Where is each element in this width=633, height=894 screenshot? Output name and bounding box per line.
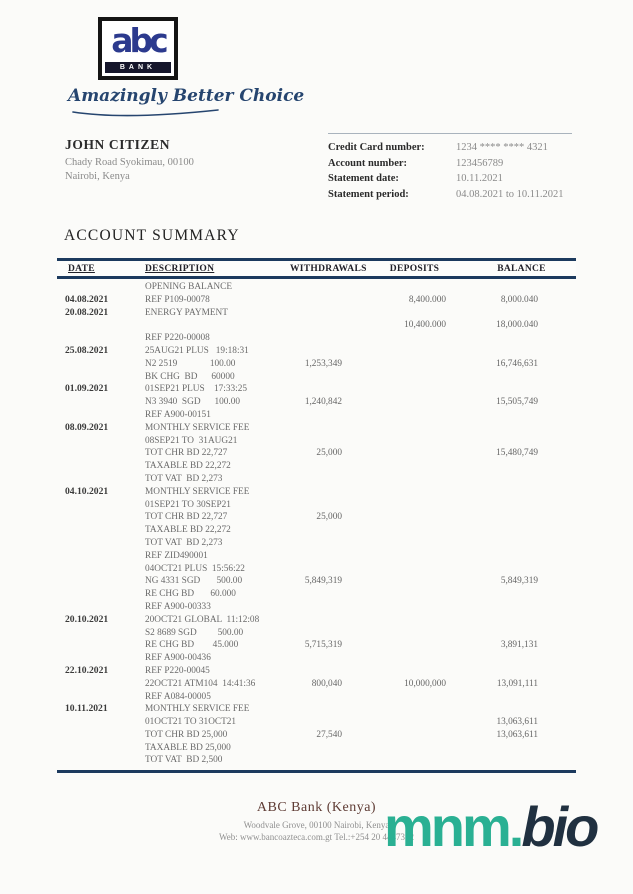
transaction-withdrawal bbox=[290, 383, 362, 396]
transaction-withdrawal bbox=[290, 665, 362, 678]
transaction-description: BK CHG BD 60000 bbox=[145, 371, 235, 382]
transaction-balance-cell bbox=[467, 703, 576, 767]
transaction-withdrawal bbox=[290, 422, 362, 435]
transaction-date bbox=[57, 319, 145, 332]
transaction-row bbox=[57, 345, 576, 383]
account-info-value: 04.08.2021 to 10.11.2021 bbox=[456, 188, 564, 200]
transaction-withdrawal bbox=[290, 691, 362, 704]
transaction-balance bbox=[467, 486, 576, 499]
transaction-deposit bbox=[362, 396, 467, 409]
transaction-balance-cell bbox=[467, 614, 576, 665]
transaction-description: NG 4331 SGD 500.00 bbox=[145, 576, 243, 587]
account-info-row bbox=[328, 140, 572, 156]
transaction-deposit: 8,400.000 bbox=[408, 294, 446, 305]
transaction-balance: 13,063,611 bbox=[496, 717, 538, 728]
transaction-date-cell bbox=[57, 281, 145, 307]
transaction-withdrawal bbox=[290, 588, 362, 601]
transaction-row bbox=[57, 703, 576, 767]
transaction-deposit bbox=[362, 703, 467, 716]
transaction-balance bbox=[467, 627, 576, 640]
transaction-balance bbox=[467, 601, 576, 614]
transaction-withdrawal: 5,849,319 bbox=[304, 576, 342, 587]
transaction-row bbox=[57, 422, 576, 486]
account-info-label: Account number: bbox=[328, 157, 408, 169]
transaction-date bbox=[57, 396, 145, 409]
transaction-deposit bbox=[362, 652, 467, 665]
transaction-balance bbox=[467, 588, 576, 601]
transaction-withdrawal-cell bbox=[290, 383, 362, 421]
transaction-withdrawal-cell bbox=[290, 281, 362, 307]
bank-tagline: Amazingly Better Choice bbox=[68, 86, 305, 106]
customer-address-line2: Nairobi, Kenya bbox=[65, 171, 130, 182]
transaction-balance bbox=[467, 332, 576, 345]
transaction-date bbox=[57, 729, 145, 742]
transaction-withdrawal: 27,540 bbox=[316, 729, 342, 740]
transaction-deposit-cell bbox=[362, 345, 467, 383]
transaction-balance bbox=[467, 754, 576, 767]
transaction-date bbox=[57, 473, 145, 486]
transaction-deposit bbox=[362, 447, 467, 460]
transaction-date bbox=[57, 499, 145, 512]
transaction-balance: 13,063,611 bbox=[496, 729, 538, 740]
transaction-description: REF P109-00078 bbox=[145, 294, 210, 305]
transaction-date bbox=[57, 358, 145, 371]
account-info-label: Statement date: bbox=[328, 173, 399, 184]
transaction-deposit bbox=[362, 473, 467, 486]
account-info-value: 10.11.2021 bbox=[456, 173, 503, 184]
transaction-date bbox=[57, 371, 145, 384]
transaction-withdrawal: 1,253,349 bbox=[304, 358, 342, 369]
account-summary-title: ACCOUNT SUMMARY bbox=[64, 227, 240, 244]
transaction-deposit-cell bbox=[362, 703, 467, 767]
transaction-description: 08SEP21 TO 31AUG21 bbox=[145, 435, 238, 446]
transaction-date bbox=[57, 588, 145, 601]
transaction-description: RE CHG BD 45.000 bbox=[145, 640, 239, 651]
transaction-row bbox=[57, 614, 576, 665]
transaction-description-cell bbox=[145, 281, 290, 307]
transaction-withdrawal bbox=[290, 627, 362, 640]
transaction-description: S2 8689 SGD 500.00 bbox=[145, 627, 244, 638]
transaction-deposit bbox=[362, 307, 467, 320]
transaction-description: REF P220-00008 bbox=[145, 333, 210, 344]
transaction-deposit bbox=[362, 371, 467, 384]
transaction-row bbox=[57, 665, 576, 703]
transaction-deposit: 10,400.000 bbox=[404, 320, 446, 331]
transaction-withdrawal-cell bbox=[290, 614, 362, 665]
transaction-deposit bbox=[362, 691, 467, 704]
transaction-withdrawal: 25,000 bbox=[316, 448, 342, 459]
transaction-description: TAXABLE BD 22,272 bbox=[145, 525, 231, 536]
transaction-date-cell bbox=[57, 345, 145, 383]
transaction-balance bbox=[467, 614, 576, 627]
transaction-withdrawal bbox=[290, 524, 362, 537]
transaction-description: MONTHLY SERVICE FEE bbox=[145, 486, 250, 497]
column-header-deposits: DEPOSITS bbox=[389, 263, 440, 274]
transaction-withdrawal bbox=[290, 473, 362, 486]
column-header-balance: BALANCE bbox=[497, 263, 546, 274]
transaction-date bbox=[57, 575, 145, 588]
transaction-date-cell bbox=[57, 383, 145, 421]
transaction-deposit bbox=[362, 575, 467, 588]
column-header-withdrawals: WITHDRAWALS bbox=[290, 263, 367, 274]
transaction-description: ENERGY PAYMENT bbox=[145, 307, 228, 318]
transaction-date-cell bbox=[57, 665, 145, 703]
transaction-description: 01SEP21 TO 30SEP21 bbox=[145, 499, 231, 510]
transaction-balance bbox=[467, 383, 576, 396]
account-info-label: Statement period: bbox=[328, 188, 409, 200]
transaction-date: 04.08.2021 bbox=[65, 293, 109, 305]
transaction-withdrawal bbox=[290, 345, 362, 358]
transaction-withdrawal bbox=[290, 537, 362, 550]
transaction-withdrawal bbox=[290, 754, 362, 767]
transaction-withdrawal bbox=[290, 435, 362, 448]
transaction-withdrawal bbox=[290, 319, 362, 332]
transaction-row bbox=[57, 281, 576, 307]
transaction-deposit bbox=[362, 601, 467, 614]
transaction-deposit-cell bbox=[362, 281, 467, 307]
transaction-deposit bbox=[362, 665, 467, 678]
transaction-deposit bbox=[362, 435, 467, 448]
transaction-deposit-cell bbox=[362, 422, 467, 486]
transaction-description: 25AUG21 PLUS 19:18:31 bbox=[145, 345, 249, 356]
transaction-deposit bbox=[362, 460, 467, 473]
transaction-date-cell bbox=[57, 486, 145, 614]
transaction-balance bbox=[467, 563, 576, 576]
column-header-description: DESCRIPTION bbox=[145, 263, 215, 274]
transaction-withdrawal bbox=[290, 716, 362, 729]
transaction-withdrawal bbox=[290, 742, 362, 755]
transaction-deposit-cell bbox=[362, 486, 467, 614]
transaction-withdrawal: 1,240,842 bbox=[304, 397, 342, 408]
transaction-deposit bbox=[362, 537, 467, 550]
account-info-row bbox=[328, 156, 572, 172]
transaction-balance-cell bbox=[467, 486, 576, 614]
transaction-description: TAXABLE BD 22,272 bbox=[145, 461, 231, 472]
transaction-row bbox=[57, 307, 576, 345]
transaction-balance bbox=[467, 371, 576, 384]
transaction-withdrawal bbox=[290, 614, 362, 627]
transaction-deposit-cell bbox=[362, 665, 467, 703]
transaction-balance bbox=[467, 345, 576, 358]
transaction-date bbox=[57, 563, 145, 576]
transaction-row bbox=[57, 486, 576, 614]
transaction-description: 22OCT21 ATM104 14:41:36 bbox=[145, 678, 256, 689]
account-info-row bbox=[328, 171, 572, 187]
transaction-withdrawal bbox=[290, 307, 362, 320]
statement-footer bbox=[0, 800, 633, 842]
transaction-balance bbox=[467, 537, 576, 550]
transaction-date bbox=[57, 652, 145, 665]
transaction-balance bbox=[467, 409, 576, 422]
transaction-balance bbox=[467, 499, 576, 512]
transaction-description: TOT CHR BD 22,727 bbox=[145, 512, 228, 523]
transaction-date-cell bbox=[57, 703, 145, 767]
transaction-withdrawal-cell bbox=[290, 703, 362, 767]
tagline-swoosh-line bbox=[70, 106, 222, 122]
transaction-deposit bbox=[362, 345, 467, 358]
transaction-deposit bbox=[362, 627, 467, 640]
bank-logo-text: abc bbox=[111, 21, 165, 60]
transaction-balance: 3,891,131 bbox=[500, 640, 538, 651]
transaction-date bbox=[57, 460, 145, 473]
transaction-deposit bbox=[362, 383, 467, 396]
transaction-deposit bbox=[362, 563, 467, 576]
transaction-balance bbox=[467, 524, 576, 537]
bank-logo-bar-label: BANK bbox=[105, 62, 171, 73]
transaction-description-cell bbox=[145, 422, 290, 486]
transaction-balance bbox=[467, 550, 576, 563]
transaction-withdrawal-cell bbox=[290, 307, 362, 345]
transaction-description: REF A900-00333 bbox=[145, 601, 211, 612]
transaction-balance: 13,091,111 bbox=[496, 678, 538, 689]
transaction-balance: 16,746,631 bbox=[496, 358, 538, 369]
transaction-balance bbox=[467, 307, 576, 320]
transaction-description: REF P220-00045 bbox=[145, 665, 210, 676]
transaction-deposit bbox=[362, 550, 467, 563]
transaction-date bbox=[57, 281, 145, 294]
transaction-withdrawal-cell bbox=[290, 665, 362, 703]
transaction-description: N2 2519 100.00 bbox=[145, 358, 236, 369]
transaction-withdrawal bbox=[290, 371, 362, 384]
transaction-description: REF A900-00436 bbox=[145, 653, 211, 664]
transaction-balance-cell bbox=[467, 281, 576, 307]
statement-table-body bbox=[57, 279, 576, 773]
transaction-deposit bbox=[362, 281, 467, 294]
transaction-date: 08.09.2021 bbox=[65, 421, 109, 433]
transaction-date-cell bbox=[57, 422, 145, 486]
transaction-description: TOT VAT BD 2,273 bbox=[145, 537, 223, 548]
transaction-balance bbox=[467, 281, 576, 294]
transaction-balance bbox=[467, 665, 576, 678]
account-info-label: Credit Card number: bbox=[328, 142, 425, 153]
transaction-date bbox=[57, 511, 145, 524]
transaction-balance bbox=[467, 691, 576, 704]
transaction-deposit bbox=[362, 409, 467, 422]
transaction-withdrawal bbox=[290, 499, 362, 512]
transaction-description-cell bbox=[145, 486, 290, 614]
transaction-description bbox=[145, 319, 290, 332]
transaction-balance-cell bbox=[467, 665, 576, 703]
footer-bank-contact: Web: www.bancoazteca.com.gt Tel.:+254 20 4447352 bbox=[219, 832, 414, 842]
footer-bank-address: Woodvale Grove, 00100 Nairobi, Kenya bbox=[243, 820, 390, 830]
transaction-deposit bbox=[362, 588, 467, 601]
transaction-withdrawal bbox=[290, 486, 362, 499]
customer-address-line1: Chady Road Syokimau, 00100 bbox=[65, 157, 194, 168]
transaction-balance bbox=[467, 435, 576, 448]
transaction-date: 10.11.2021 bbox=[65, 703, 108, 715]
transaction-deposit bbox=[362, 716, 467, 729]
transaction-date: 04.10.2021 bbox=[65, 485, 109, 497]
transaction-description: RE CHG BD 60.000 bbox=[145, 589, 236, 600]
transaction-date bbox=[57, 435, 145, 448]
transaction-date: 25.08.2021 bbox=[65, 344, 109, 356]
transaction-withdrawal-cell bbox=[290, 486, 362, 614]
transaction-deposit bbox=[362, 511, 467, 524]
transaction-deposit bbox=[362, 742, 467, 755]
transaction-withdrawal bbox=[290, 563, 362, 576]
transaction-withdrawal: 800,040 bbox=[311, 678, 342, 689]
transaction-date bbox=[57, 754, 145, 767]
statement-table-header bbox=[57, 258, 576, 279]
transaction-balance bbox=[467, 652, 576, 665]
watermark-secondary-text: bio bbox=[521, 795, 597, 858]
transaction-description: 04OCT21 PLUS 15:56:22 bbox=[145, 563, 245, 574]
transaction-balance: 15,505,749 bbox=[496, 397, 538, 408]
transaction-balance bbox=[467, 703, 576, 716]
transaction-description: REF ZID490001 bbox=[145, 550, 208, 561]
transaction-withdrawal bbox=[290, 281, 362, 294]
transaction-date bbox=[57, 627, 145, 640]
transaction-date bbox=[57, 678, 145, 691]
transaction-withdrawal bbox=[290, 460, 362, 473]
transaction-date bbox=[57, 601, 145, 614]
transaction-balance: 8,000.040 bbox=[500, 294, 538, 305]
transaction-date-cell bbox=[57, 614, 145, 665]
transaction-description-cell bbox=[145, 383, 290, 421]
transaction-balance-cell bbox=[467, 383, 576, 421]
transaction-deposit bbox=[362, 332, 467, 345]
transaction-description: N3 3940 SGD 100.00 bbox=[145, 397, 241, 408]
transaction-date-cell bbox=[57, 307, 145, 345]
transaction-description: MONTHLY SERVICE FEE bbox=[145, 422, 250, 433]
transaction-date: 20.10.2021 bbox=[65, 613, 109, 625]
transaction-description: 20OCT21 GLOBAL 11:12:08 bbox=[145, 614, 260, 625]
transaction-description: OPENING BALANCE bbox=[145, 282, 233, 292]
transaction-deposit bbox=[362, 499, 467, 512]
transaction-date bbox=[57, 524, 145, 537]
transaction-date: 20.08.2021 bbox=[65, 306, 109, 318]
transaction-deposit bbox=[362, 639, 467, 652]
transaction-description-cell bbox=[145, 345, 290, 383]
transaction-balance bbox=[467, 511, 576, 524]
footer-bank-name: ABC Bank (Kenya) bbox=[256, 800, 377, 815]
transaction-balance: 15,480,749 bbox=[496, 448, 538, 459]
transaction-deposit bbox=[362, 358, 467, 371]
transaction-deposit bbox=[362, 729, 467, 742]
transaction-withdrawal: 5,715,319 bbox=[304, 640, 342, 651]
transaction-withdrawal bbox=[290, 409, 362, 422]
transaction-withdrawal bbox=[290, 294, 362, 307]
transaction-deposit bbox=[362, 486, 467, 499]
transaction-withdrawal bbox=[290, 332, 362, 345]
transaction-date bbox=[57, 332, 145, 345]
column-header-date: DATE bbox=[68, 263, 95, 274]
transaction-balance bbox=[467, 473, 576, 486]
customer-name: JOHN CITIZEN bbox=[65, 137, 171, 152]
transaction-date bbox=[57, 639, 145, 652]
transaction-description-cell bbox=[145, 703, 290, 767]
transaction-deposit-cell bbox=[362, 614, 467, 665]
transaction-deposit bbox=[362, 524, 467, 537]
account-info-value: 1234 **** **** 4321 bbox=[456, 142, 548, 153]
transaction-date bbox=[57, 409, 145, 422]
account-info-value: 123456789 bbox=[456, 157, 504, 169]
transaction-balance: 18,000.040 bbox=[496, 320, 538, 331]
transaction-date: 01.09.2021 bbox=[65, 383, 109, 395]
transaction-date bbox=[57, 716, 145, 729]
transaction-balance-cell bbox=[467, 345, 576, 383]
transaction-deposit-cell bbox=[362, 383, 467, 421]
transaction-description: REF A084-00005 bbox=[145, 691, 211, 702]
bank-logo bbox=[98, 17, 178, 80]
transaction-deposit bbox=[362, 422, 467, 435]
transaction-row bbox=[57, 383, 576, 421]
customer-block bbox=[65, 137, 194, 184]
transaction-withdrawal bbox=[290, 550, 362, 563]
transaction-withdrawal bbox=[290, 703, 362, 716]
transaction-description: TOT CHR BD 25,000 bbox=[145, 729, 228, 740]
account-info-row bbox=[328, 187, 572, 203]
transaction-date bbox=[57, 691, 145, 704]
transaction-description-cell bbox=[145, 665, 290, 703]
transaction-date bbox=[57, 742, 145, 755]
transaction-description: 01OCT21 TO 31OCT21 bbox=[145, 717, 237, 728]
transaction-withdrawal bbox=[290, 652, 362, 665]
transaction-balance bbox=[467, 422, 576, 435]
transaction-description: TAXABLE BD 25,000 bbox=[145, 742, 231, 753]
watermark-primary-text: mnm. bbox=[384, 795, 522, 858]
transaction-description-cell bbox=[145, 307, 290, 345]
transaction-description: TOT CHR BD 22,727 bbox=[145, 448, 228, 459]
transaction-date bbox=[57, 447, 145, 460]
transaction-deposit: 10,000,000 bbox=[404, 678, 446, 689]
transaction-withdrawal-cell bbox=[290, 422, 362, 486]
transaction-withdrawal: 25,000 bbox=[316, 512, 342, 523]
account-info-block bbox=[328, 133, 572, 202]
transaction-deposit bbox=[362, 614, 467, 627]
transaction-description: 01SEP21 PLUS 17:33:25 bbox=[145, 384, 248, 395]
transaction-deposit bbox=[362, 754, 467, 767]
transaction-date: 22.10.2021 bbox=[65, 664, 109, 676]
transaction-balance-cell bbox=[467, 307, 576, 345]
transaction-withdrawal bbox=[290, 601, 362, 614]
transaction-withdrawal-cell bbox=[290, 345, 362, 383]
transaction-description-cell bbox=[145, 614, 290, 665]
transaction-balance bbox=[467, 460, 576, 473]
transaction-deposit-cell bbox=[362, 307, 467, 345]
transaction-description: TOT VAT BD 2,500 bbox=[145, 755, 223, 766]
transaction-balance bbox=[467, 742, 576, 755]
transaction-date bbox=[57, 550, 145, 563]
transaction-description: TOT VAT BD 2,273 bbox=[145, 473, 223, 484]
transaction-description: REF A900-00151 bbox=[145, 409, 211, 420]
transaction-balance-cell bbox=[467, 422, 576, 486]
transaction-balance: 5,849,319 bbox=[500, 576, 538, 587]
transaction-description: MONTHLY SERVICE FEE bbox=[145, 704, 250, 715]
statement-table bbox=[57, 258, 576, 773]
transaction-date bbox=[57, 537, 145, 550]
